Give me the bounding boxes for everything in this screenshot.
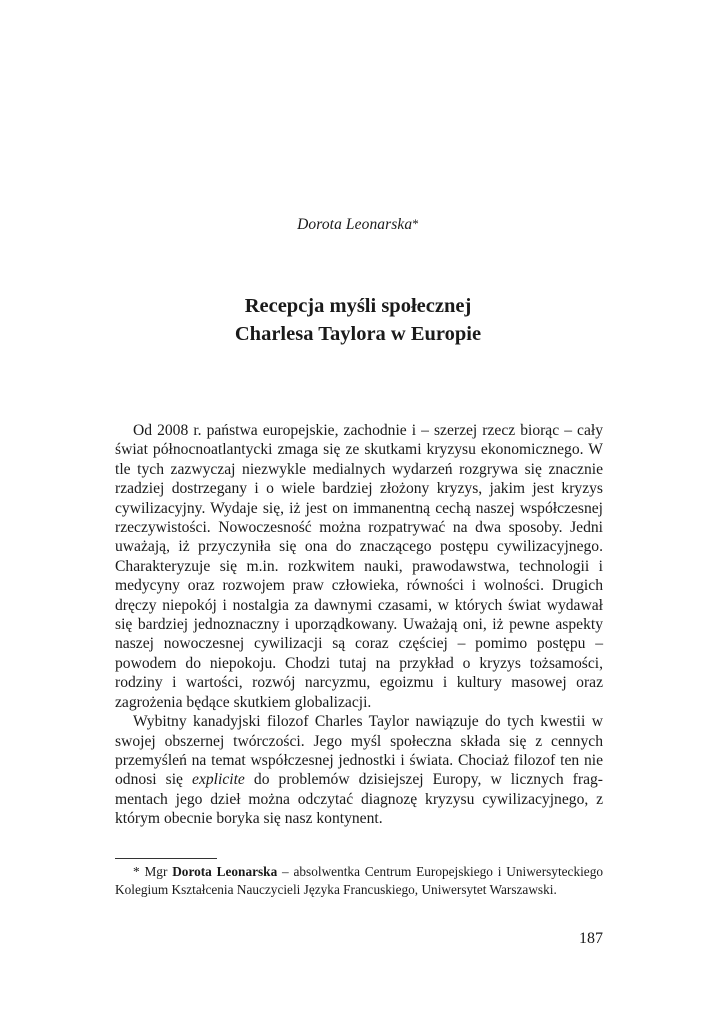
paragraph-2-italic: explicite [192,771,245,789]
article-title [0,292,716,348]
footnote-divider [115,858,217,859]
footnote-author-name: Dorota Leonarska [172,864,278,879]
page-number: 187 [579,930,603,947]
footnote-mark: * [133,864,140,879]
footnote-text: – absolwentka Centrum Europejskiego i Uniwersyteckiego Kolegium Kształcenia Nauczycieli Języka Francuskiego, Uniwersytet Warszawski. [115,864,603,897]
paragraph-1: Od 2008 r. państwa europejskie, zachodnie i – szerzej rzecz biorąc – cały świat północnoatlantycki zmaga się ze skutkami kryzysu ekonomicznego. W tle tych zazwyczaj niezwykle medialnych wydarzeń rozgrywa się znacznie rzadziej dostrzegany i o wiele bardziej złożony kryzys, jakim jest kryzys cywilizacyjny. Wydaje się, iż jest on immanentną cechą naszej współczesnej rzeczywistości. Nowoczesność można rozpatrywać na dwa sposoby. Jedni uważają, iż przyczyniła się ona do znaczącego postępu cywilizacyjnego. Charakteryzuje się m.in. rozkwitem nauki, prawodawstwa, technologii i medycyny oraz rozwojem praw człowieka, równości i wolności. Drugich dręczy niepokój i nostalgia za dawnymi czasami, w których świat wydawał się bardziej jednoznaczny i uporządkowany. Uważają oni, iż pewne aspekty naszej nowoczesnej cywilizacji są coraz częściej – pomimo postępu – powodem do niepokoju. Chodzi tutaj na przykład o kryzys tożsamości, rodziny i wartości, rozwój narcyzmu, egoizmu i kultury masowej oraz zagrożenia będące skutkiem globalizacji. [115,422,603,711]
author-footnote-mark: * [412,216,419,231]
author-name: Dorota Leonarska [297,216,413,233]
footnote [115,863,603,899]
paragraph-2 [115,712,603,828]
paragraph-2-end: do problemów dzisiejszej Europy, w licznych fragmentach jego dzieł można odczytać diagnozę kryzysu cywilizacyjnego, z którym obecnie boryka się nasz kontynent. [115,771,603,828]
paragraph-2-start: Wybitny kanadyjski filozof Charles Taylor nawiązuje do tych kwestii w swojej obszernej twórczości. Jego myśl społeczna składa się z cennych przemyśleń na temat współczesnej jednostki i świata. Chociaż filozof ten nie odnosi się [115,713,603,789]
footnote-prefix: Mgr [139,864,173,879]
title-line-2: Charlesa Taylora w Europie [234,323,482,345]
author-line [0,216,716,234]
article-body [115,421,603,829]
title-line-1: Recepcja myśli społecznej [244,295,472,317]
